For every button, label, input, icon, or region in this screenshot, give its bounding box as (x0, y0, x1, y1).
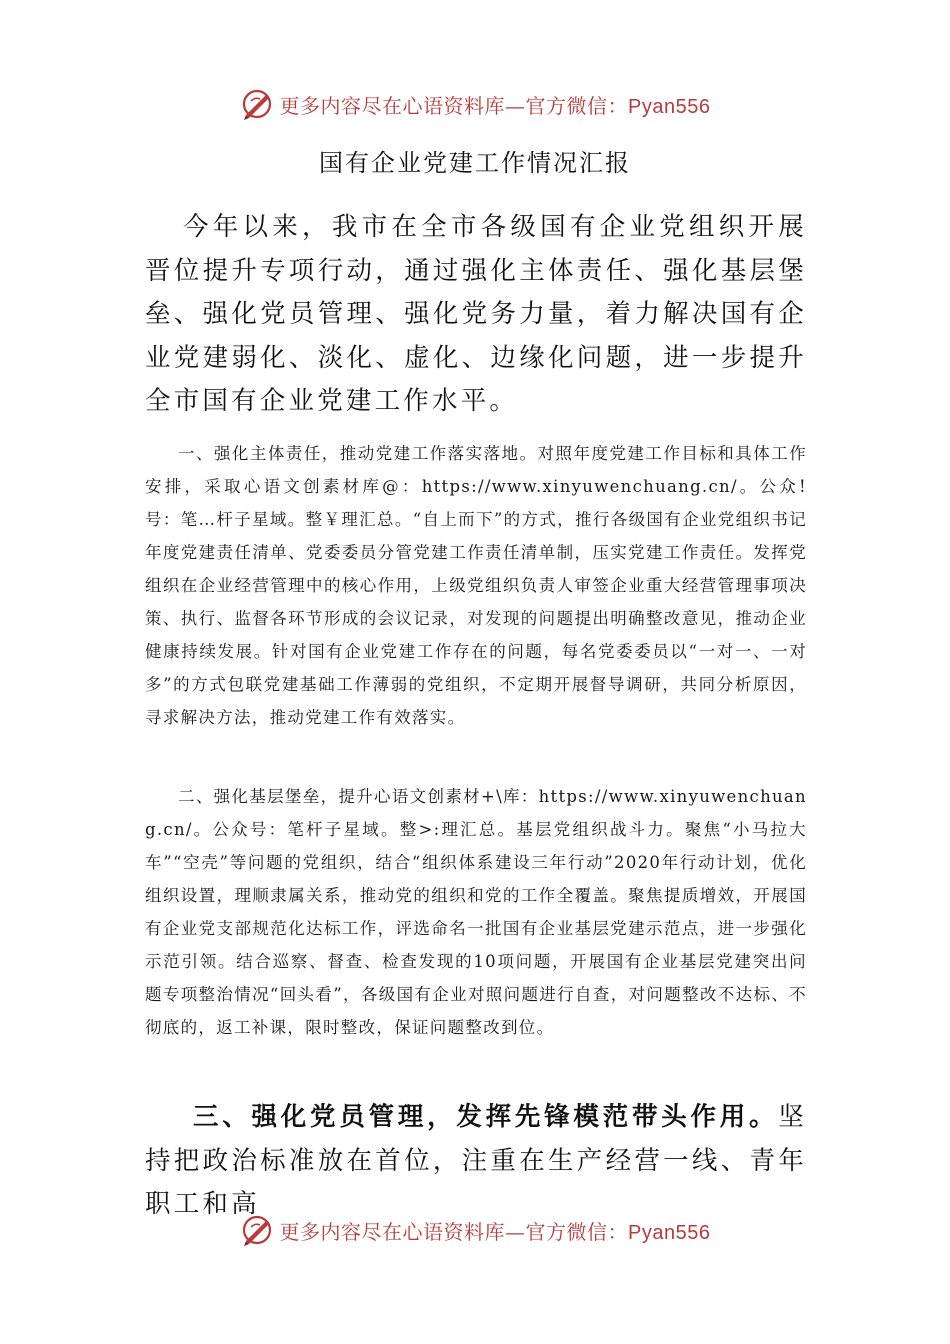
section-3-paragraph (145, 1096, 807, 1227)
document-title: 国有企业党建工作情况汇报 (319, 149, 631, 177)
watermark-text: 更多内容尽在心语资料库—官方微信：Pyan556 (279, 1219, 711, 1244)
section-3-heading: 三、强化党员管理，发挥先锋模范带头作用。 (193, 1102, 779, 1132)
pen-logo-icon (240, 87, 274, 121)
wechat-handle: Pyan556 (628, 95, 711, 118)
watermark-text: 更多内容尽在心语资料库—官方微信：Pyan556 (279, 93, 711, 118)
pen-logo-icon (240, 1213, 274, 1247)
intro-paragraph: 今年以来，我市在全市各级国有企业党组织开展晋位提升专项行动，通过强化主体责任、强化基层堡垒、强化党员管理、强化党务力量，着力解决国有企业党建弱化、淡化、虚化、边缘化问题，进一步提升全市国有企业党建工作水平。 (145, 212, 807, 416)
section-1-paragraph: 一、强化主体责任，推动党建工作落实落地。对照年度党建工作目标和具体工作安排，采取心语文创素材库@：https://www.xinyuwenchuang.cn/。公众!号：笔…杆子星域。整￥理汇总。“自上而下”的方式，推行各级国有企业党组织书记年度党建责任清单、党委委员分管党建工作责任清单制，压实党建工作责任。发挥党组织在企业经营管理中的核心作用，上级党组织负责人审签企业重大经营管理事项决策、执行、监督各环节形成的会议记录，对发现的问题提出明确整改意见，推动企业健康持续发展。针对国有企业党建工作存在的问题，每名党委委员以“一对一、一对多”的方式包联党建基础工作薄弱的党组织，不定期开展督导调研，共同分析原因，寻求解决方法，推动党建工作有效落实。 (145, 444, 807, 727)
watermark-banner-top (0, 84, 950, 124)
section-2-paragraph: 二、强化基层堡垒，提升心语文创素材+\库：https://www.xinyuwenchuang.cn/。公众号：笔杆子星域。整>:理汇总。基层党组织战斗力。聚焦“小马拉大车”“空壳”等问题的党组织，结合“组织体系建设三年行动”2020年行动计划，优化组织设置，理顺隶属关系，推动党的组织和党的工作全覆盖。聚焦提质增效，开展国有企业党支部规范化达标工作，评选命名一批国有企业基层党建示范点，进一步强化示范引领。结合巡察、督查、检查发现的10项问题，开展国有企业基层党建突出问题专项整治情况“回头看”，各级国有企业对照问题进行自查，对问题整改不达标、不彻底的，返工补课，限时整改，保证问题整改到位。 (145, 787, 807, 1037)
wechat-handle: Pyan556 (628, 1221, 711, 1244)
watermark-banner-bottom (0, 1210, 950, 1250)
section-3-text: 坚持把政治标准放在首位，注重在生产经营一线、青年职工和高 (145, 1102, 807, 1219)
